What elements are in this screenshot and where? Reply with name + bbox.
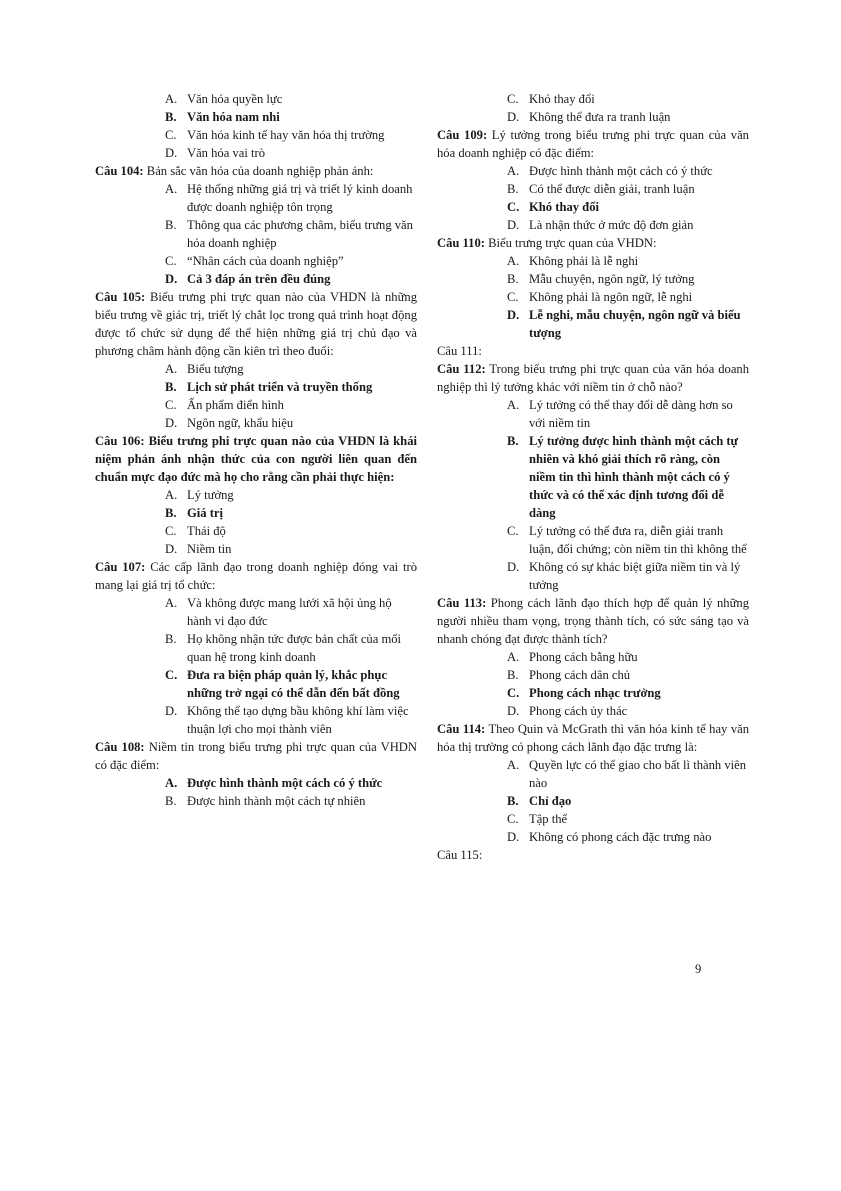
option-text: Biểu tượng [187,362,244,376]
answer-options [165,486,417,558]
answer-options [165,360,417,432]
option-letter: C. [507,92,519,106]
option-letter: C. [507,524,519,538]
answer-options [507,90,749,126]
option-letter: B. [165,794,177,808]
question-number: Câu 108: [95,740,145,754]
question-body: Câu 111: [437,344,482,358]
option-letter: D. [165,704,178,718]
question-number: Câu 104: [95,164,144,178]
question-body: Biểu trưng trực quan của VHDN: [484,236,657,250]
option-text: Niềm tin [187,542,232,556]
correct-answer-option [507,792,749,810]
option-text: Khó thay đổi [529,200,599,214]
option-letter: A. [165,92,178,106]
option-text: Không có sự khác biệt giữa niềm tin và lý tưởng [529,560,741,592]
option-text: Không thể tạo dựng bầu không khí làm việc thuận lợi cho mọi thành viên [187,704,409,736]
question-number: Câu 112: [437,362,486,376]
answer-option [507,162,749,180]
question-text [437,126,749,162]
option-text: Lý tưởng có thể đưa ra, diễn giải tranh luận, đối chứng; còn niềm tin thì không thể [529,524,747,556]
question-text [437,846,749,864]
option-text: “Nhân cách của doanh nghiệp” [187,254,344,268]
option-text: Hệ thống những giá trị và triết lý kinh doanh được doanh nghiệp tôn trọng [187,182,413,214]
answer-option [507,648,749,666]
answer-option [507,90,749,108]
option-letter: B. [165,218,177,232]
answer-options [165,180,417,288]
option-letter: B. [165,110,177,124]
option-text: Thông qua các phương châm, biểu trưng văn hóa doanh nghiệp [187,218,413,250]
option-letter: C. [165,524,177,538]
question-number: Câu 107: [95,560,146,574]
answer-option [165,180,417,216]
option-letter: D. [507,218,520,232]
option-text: Cả 3 đáp án trên đều đúng [187,272,331,286]
answer-option [507,756,749,792]
question-number: Câu 106: [95,434,145,448]
answer-option [507,522,749,558]
answer-options [507,396,749,594]
option-text: Ấn phẩm điển hình [187,398,284,412]
question-number: Câu 114: [437,722,486,736]
answer-option [165,792,417,810]
option-text: Phong cách nhạc trưởng [529,686,661,700]
answer-option [165,216,417,252]
option-text: Chỉ đạo [529,794,572,808]
option-letter: C. [507,686,520,700]
question-text [95,432,417,486]
correct-answer-option [165,504,417,522]
question-text [95,558,417,594]
question-text [95,738,417,774]
question-text [437,360,749,396]
option-letter: B. [507,794,519,808]
answer-option [165,630,417,666]
question-text [437,594,749,648]
option-letter: D. [165,146,178,160]
question-body: Bản sắc văn hóa của doanh nghiệp phản ánh: [143,164,374,178]
option-letter: D. [165,416,178,430]
option-text: Lý tưởng [187,488,234,502]
question-body: Câu 115: [437,848,483,862]
answer-option [165,594,417,630]
answer-option [507,252,749,270]
correct-answer-option [165,270,417,288]
option-text: Văn hóa nam nhi [187,110,280,124]
option-letter: D. [507,704,520,718]
option-letter: C. [165,668,178,682]
answer-option [507,396,749,432]
option-text: Ngôn ngữ, khẩu hiệu [187,416,294,430]
answer-option [165,252,417,270]
answer-option [507,828,749,846]
option-text: Không phải là ngôn ngữ, lễ nghi [529,290,693,304]
option-letter: D. [507,560,520,574]
question-text [95,162,417,180]
option-letter: D. [507,830,520,844]
question-body: Theo Quin và McGrath thì văn hóa kinh tế hay văn hóa thị trường có phong cách lãnh đạo đặc trưng là: [437,722,749,754]
option-text: Quyền lực có thể giao cho bất lì thành viên nào [529,758,747,790]
question-body: Biểu trưng phi trực quan nào của VHDN là khái niệm phản ánh nhận thức của con người liên quan đến chuẩn mực đạo đức mà họ cho rằng cần phải thực hiện: [95,434,417,484]
option-text: Có thể được diễn giải, tranh luận [529,182,695,196]
option-letter: C. [165,398,177,412]
answer-option [165,702,417,738]
option-letter: C. [507,812,519,826]
option-text: Văn hóa quyền lực [187,92,283,106]
question-body: Các cấp lãnh đạo trong doanh nghiệp đóng vai trò mang lại giá trị tổ chức: [95,560,417,592]
option-text: Khó thay đổi [529,92,595,106]
option-letter: B. [507,434,519,448]
answer-option [507,180,749,198]
option-text: Giá trị [187,506,224,520]
correct-answer-option [165,774,417,792]
option-letter: A. [165,362,178,376]
answer-option [165,540,417,558]
question-body: Phong cách lãnh đạo thích hợp để quản lý những người nhiều tham vọng, trọng thành tích, có sức sáng tạo và nhanh chóng đạt được thành tích? [437,596,750,646]
correct-answer-option [507,684,749,702]
option-text: Đưa ra biện pháp quản lý, khắc phục những trở ngại có thể dẫn đến bất đồng [187,668,400,700]
option-letter: A. [165,182,178,196]
option-text: Là nhận thức ở mức độ đơn giản [529,218,694,232]
option-text: Văn hóa kinh tế hay văn hóa thị trường [187,128,385,142]
question-text [437,342,749,360]
answer-option [165,396,417,414]
correct-answer-option [507,306,749,342]
option-letter: A. [165,488,178,502]
option-text: Văn hóa vai trò [187,146,265,160]
correct-answer-option [165,666,417,702]
option-text: Lễ nghi, mẫu chuyện, ngôn ngữ và biểu tượng [529,308,741,340]
option-letter: A. [507,650,520,664]
right-column [437,90,749,864]
answer-options [165,594,417,738]
option-letter: A. [507,398,520,412]
answer-option [165,486,417,504]
option-letter: C. [507,200,520,214]
option-text: Thái độ [187,524,226,538]
answer-option [165,522,417,540]
option-letter: D. [165,272,178,286]
option-text: Được hình thành một cách có ý thức [529,164,713,178]
answer-option [165,90,417,108]
option-letter: D. [507,110,520,124]
page-number: 9 [695,962,702,976]
answer-option [165,360,417,378]
option-text: Và không được mang lưới xã hội ủng hộ hành vi đạo đức [187,596,392,628]
option-letter: A. [507,164,520,178]
option-text: Không thể đưa ra tranh luận [529,110,671,124]
answer-option [507,108,749,126]
option-text: Lý tưởng được hình thành một cách tự nhiên và khó giải thích rõ ràng, còn niềm tin thì hình thành một cách có ý thức và có thể xác định tương đối dễ dàng [529,434,739,520]
question-body: Trong biểu trưng phi trực quan của văn hóa doanh nghiệp thì lý tưởng khác với niềm tin ở chỗ nào? [437,362,750,394]
option-text: Không phải là lễ nghi [529,254,639,268]
option-letter: B. [165,380,177,394]
correct-answer-option [507,432,749,522]
option-letter: A. [165,596,178,610]
answer-option [507,288,749,306]
answer-option [165,144,417,162]
answer-options [507,648,749,720]
option-letter: A. [165,776,178,790]
question-number: Câu 105: [95,290,146,304]
option-text: Lý tưởng có thể thay đổi dễ dàng hơn so với niềm tin [529,398,733,430]
question-text [437,720,749,756]
option-text: Phong cách ủy thác [529,704,628,718]
answer-options [507,162,749,234]
option-letter: B. [165,506,177,520]
option-letter: D. [165,542,178,556]
answer-option [507,666,749,684]
option-letter: B. [507,668,519,682]
left-column [95,90,417,810]
answer-option [507,558,749,594]
answer-option [507,216,749,234]
answer-options [507,252,749,342]
question-body: Biểu trưng phi trực quan nào của VHDN là những biểu trưng về giác trị, triết lý chắt lọc trong quá trình hoạt động được tổ chức sử dụng để thể hiện những giá trị chủ đạo và phương châm hành động cần kiên trì theo đuổi: [95,290,417,358]
question-body: Niềm tin trong biểu trưng phi trực quan của VHDN có đặc điểm: [95,740,417,772]
question-number: Câu 110: [437,236,485,250]
option-letter: B. [165,632,177,646]
answer-option [507,810,749,828]
option-text: Không có phong cách đặc trưng nào [529,830,712,844]
option-text: Được hình thành một cách tự nhiên [187,794,366,808]
question-body: Lý tưởng trong biểu trưng phi trực quan của văn hóa doanh nghiệp có đặc điểm: [437,128,749,160]
option-text: Mẫu chuyện, ngôn ngữ, lý tưởng [529,272,695,286]
option-text: Phong cách dân chủ [529,668,631,682]
option-letter: D. [507,308,520,322]
answer-option [507,702,749,720]
option-letter: C. [507,290,519,304]
answer-options [507,756,749,846]
answer-option [165,126,417,144]
option-text: Họ không nhận tức được bản chất của mối quan hệ trong kinh doanh [187,632,402,664]
answer-option [165,414,417,432]
option-letter: A. [507,254,520,268]
option-letter: C. [165,254,177,268]
option-letter: B. [507,272,519,286]
option-letter: B. [507,182,519,196]
question-number: Câu 113: [437,596,487,610]
option-letter: A. [507,758,520,772]
option-letter: C. [165,128,177,142]
correct-answer-option [507,198,749,216]
option-text: Lịch sử phát triển và truyền thống [187,380,373,394]
correct-answer-option [165,378,417,396]
question-text [437,234,749,252]
question-number: Câu 109: [437,128,488,142]
answer-option [507,270,749,288]
question-text [95,288,417,360]
correct-answer-option [165,108,417,126]
answer-options [165,90,417,162]
option-text: Được hình thành một cách có ý thức [187,776,383,790]
option-text: Tập thể [529,812,568,826]
answer-options [165,774,417,810]
option-text: Phong cách bằng hữu [529,650,638,664]
